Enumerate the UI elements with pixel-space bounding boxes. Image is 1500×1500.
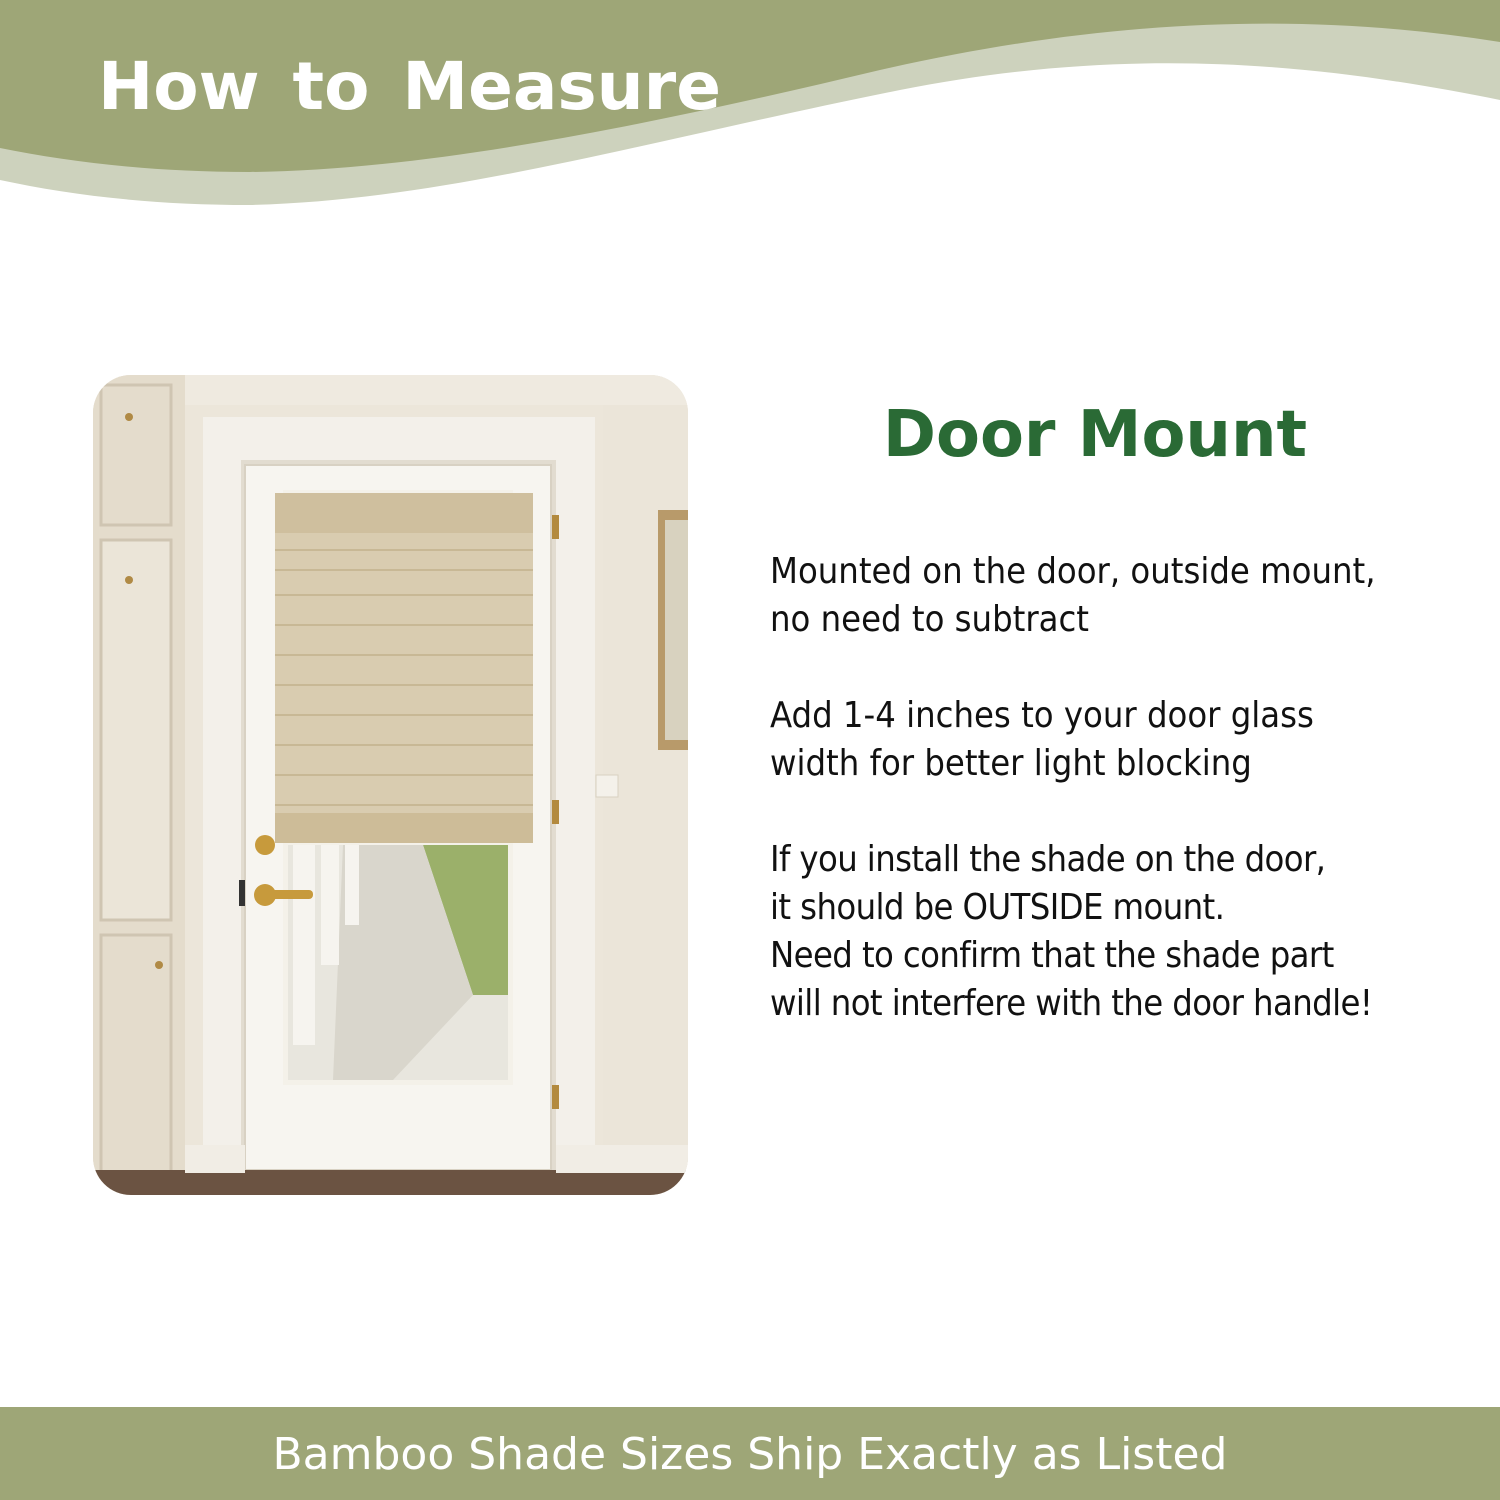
- page-title: How to Measure: [98, 48, 721, 125]
- footer-bar: [0, 1407, 1500, 1500]
- section-title: Door Mount: [882, 398, 1308, 472]
- instruction-paragraph: Mounted on the door, outside mount, no need to subtract: [770, 551, 1376, 640]
- door-photo: [93, 375, 688, 1195]
- footer-text: Bamboo Shade Sizes Ship Exactly as Listed: [272, 1429, 1228, 1480]
- instruction-paragraph: If you install the shade on the door, it should be OUTSIDE mount. Need to confirm that the shade part will not interfere with the door handle!: [770, 839, 1373, 1024]
- instructions: [770, 548, 1470, 1076]
- instruction-paragraph: Add 1-4 inches to your door glass width for better light blocking: [770, 695, 1314, 784]
